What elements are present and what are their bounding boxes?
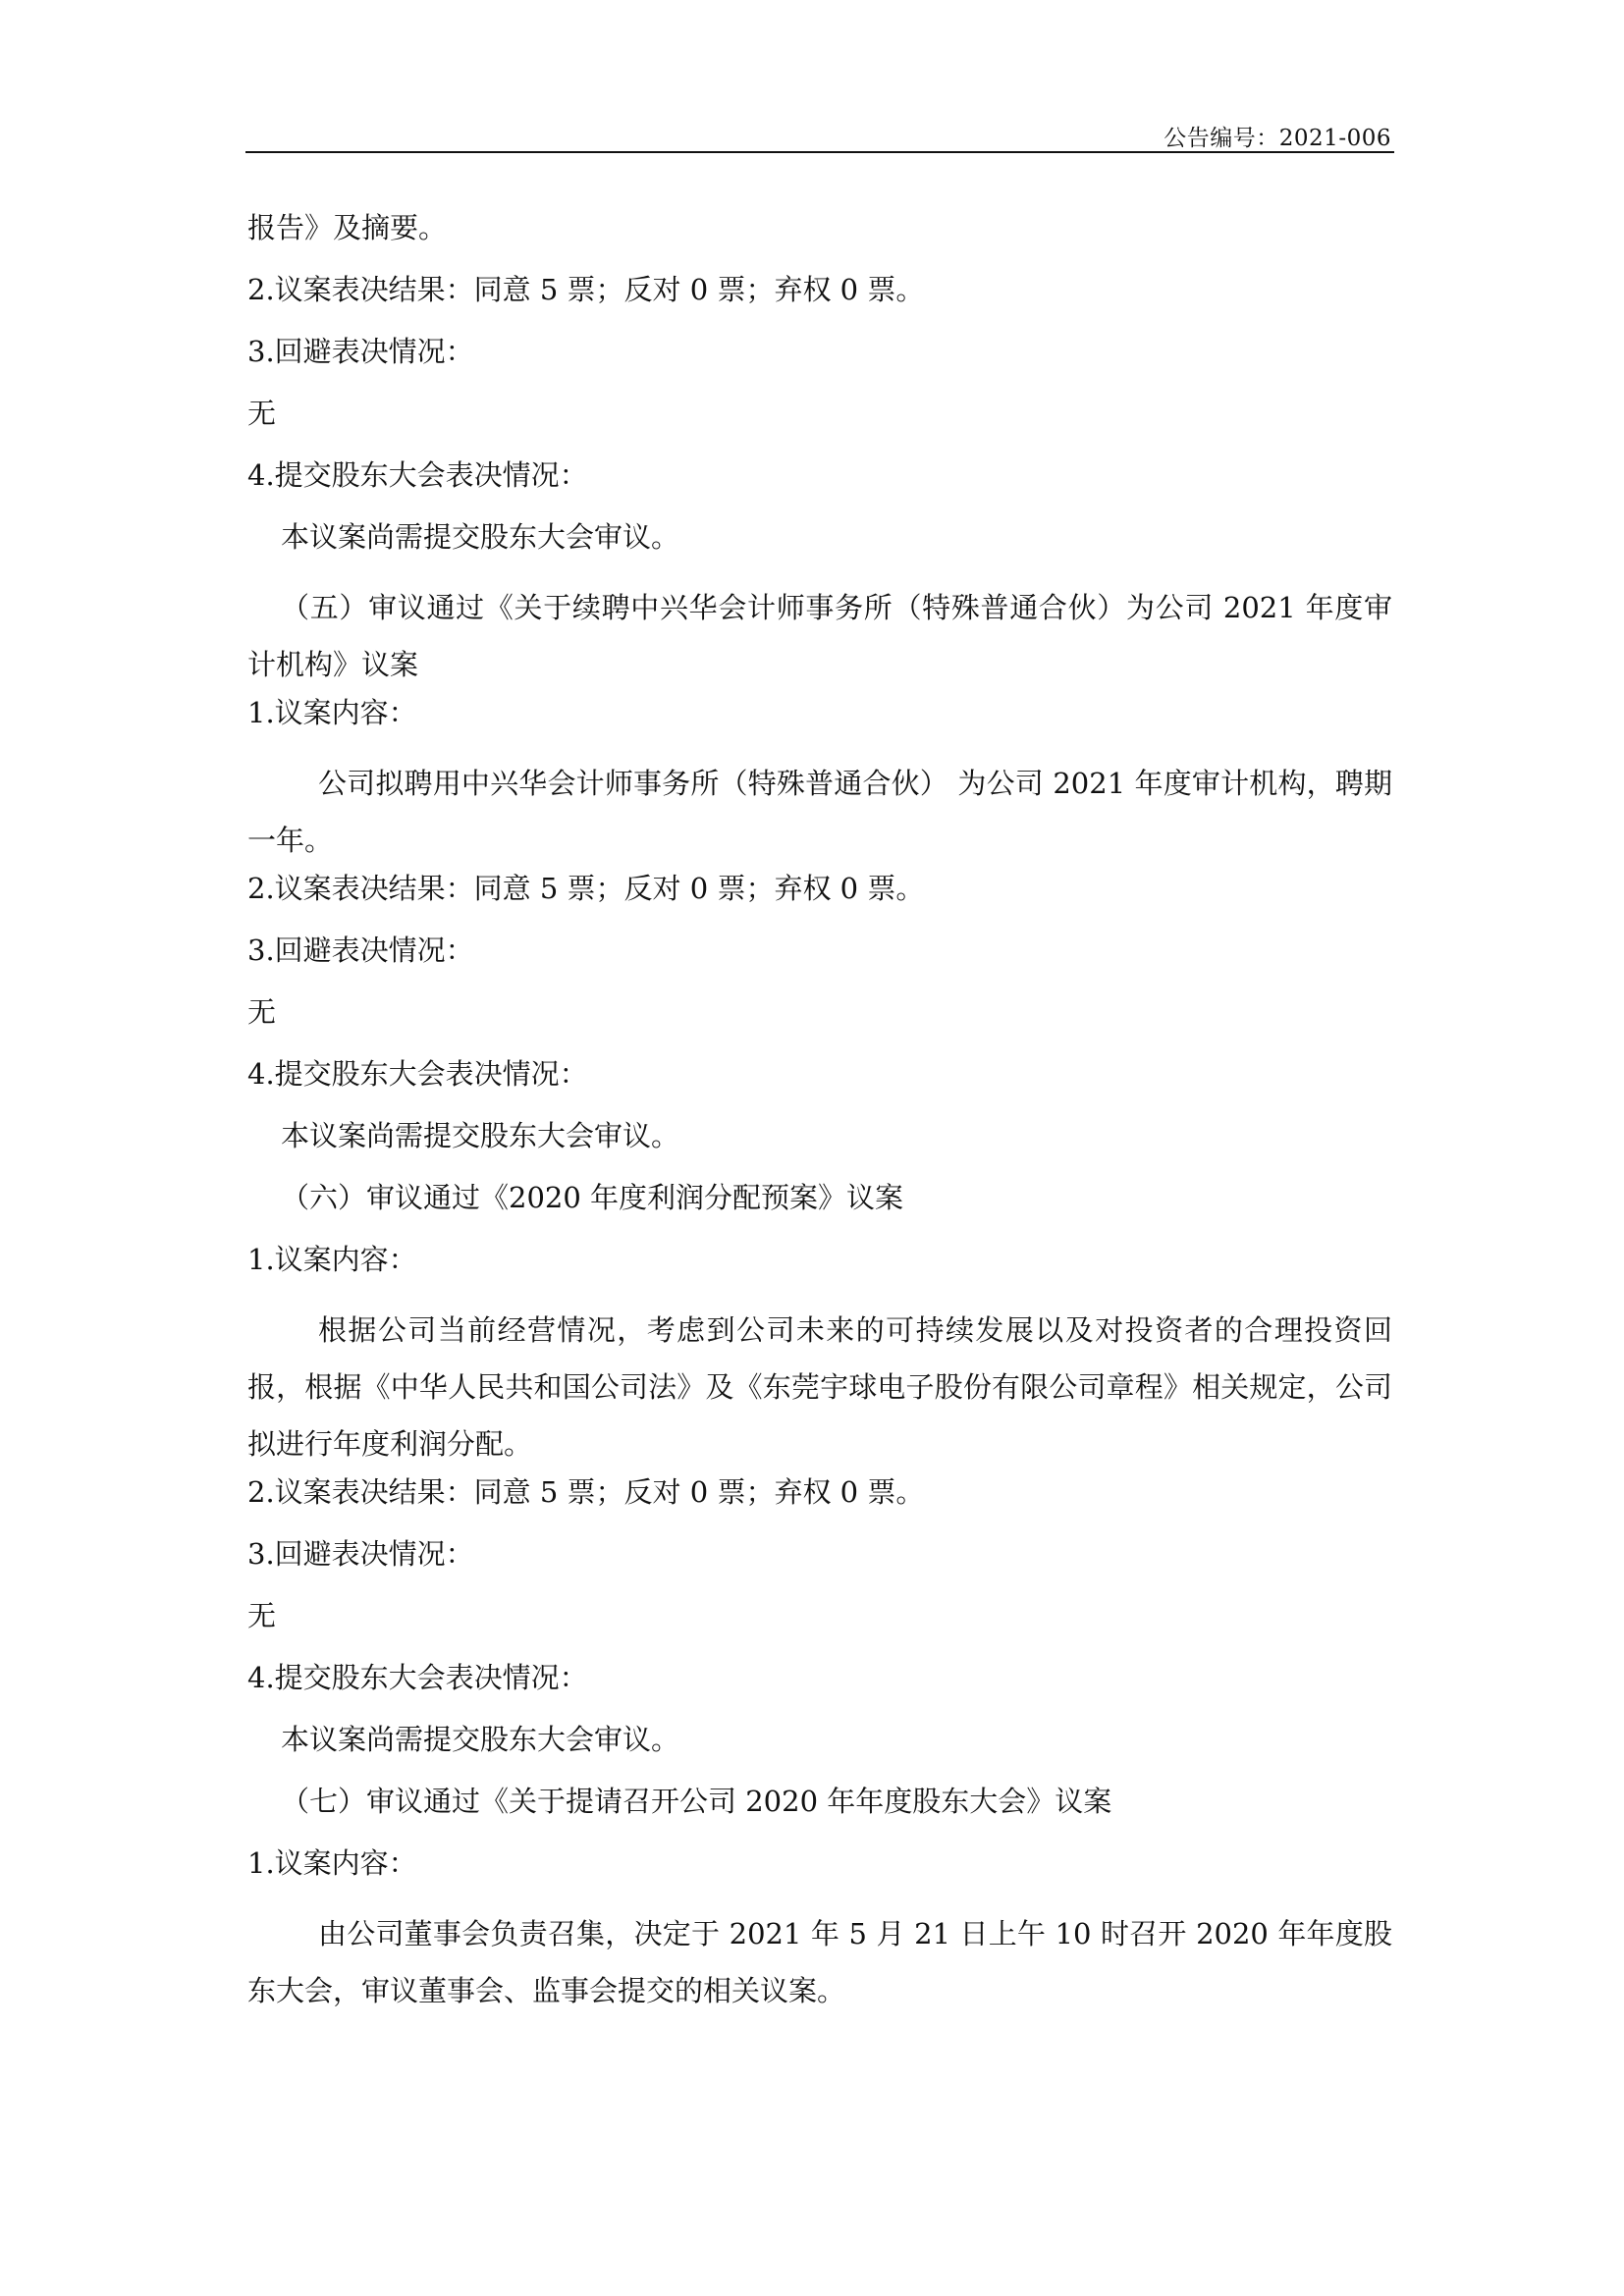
section-heading-6: （六）审议通过《2020 年度利润分配预案》议案: [281, 1181, 904, 1214]
recusal-value: 无: [247, 397, 277, 430]
continued-text: 报告》及摘要。: [247, 211, 448, 244]
shareholder-vote-heading: 4.提交股东大会表决情况：: [247, 458, 588, 492]
proposal-content-heading: 1.议案内容：: [247, 1243, 417, 1276]
shareholder-vote-heading: 4.提交股东大会表决情况：: [247, 1057, 588, 1091]
proposal-content-heading: 1.议案内容：: [247, 696, 417, 729]
vote-result: 2.议案表决结果：同意 5 票；反对 0 票；弃权 0 票。: [247, 1475, 925, 1509]
vote-result: 2.议案表决结果：同意 5 票；反对 0 票；弃权 0 票。: [247, 872, 925, 905]
proposal-content-heading: 1.议案内容：: [247, 1846, 417, 1880]
recusal-heading: 3.回避表决情况：: [247, 1537, 474, 1571]
proposal-content-text: 根据公司当前经营情况，考虑到公司未来的可持续发展以及对投资者的合理投资回报，根据《中华人民共和国公司法》及《东莞宇球电子股份有限公司章程》相关规定，公司拟进行年度利润分配。: [247, 1313, 1392, 1461]
shareholder-vote-note: 本议案尚需提交股东大会审议。: [281, 520, 680, 554]
proposal-content-text: 由公司董事会负责召集，决定于 2021 年 5 月 21 日上午 10 时召开 2020 年年度股东大会，审议董事会、监事会提交的相关议案。: [247, 1917, 1392, 2007]
document-body: [247, 208, 1392, 2019]
shareholder-vote-note: 本议案尚需提交股东大会审议。: [281, 1723, 680, 1756]
section-heading-7: （七）审议通过《关于提请召开公司 2020 年年度股东大会》议案: [281, 1785, 1112, 1818]
shareholder-vote-note: 本议案尚需提交股东大会审议。: [281, 1119, 680, 1152]
shareholder-vote-heading: 4.提交股东大会表决情况：: [247, 1661, 588, 1694]
header-divider: [245, 151, 1394, 153]
vote-result: 2.议案表决结果：同意 5 票；反对 0 票；弃权 0 票。: [247, 273, 925, 306]
section-heading-5: （五）审议通过《关于续聘中兴华会计师事务所（特殊普通合伙）为公司 2021 年度审计机构》议案: [247, 591, 1392, 681]
recusal-heading: 3.回避表决情况：: [247, 335, 474, 368]
announcement-number: 公告编号：2021-006: [1164, 126, 1391, 151]
recusal-value: 无: [247, 1599, 277, 1632]
recusal-heading: 3.回避表决情况：: [247, 934, 474, 967]
recusal-value: 无: [247, 995, 277, 1029]
proposal-content-text: 公司拟聘用中兴华会计师事务所（特殊普通合伙） 为公司 2021 年度审计机构，聘期一年。: [247, 767, 1392, 857]
